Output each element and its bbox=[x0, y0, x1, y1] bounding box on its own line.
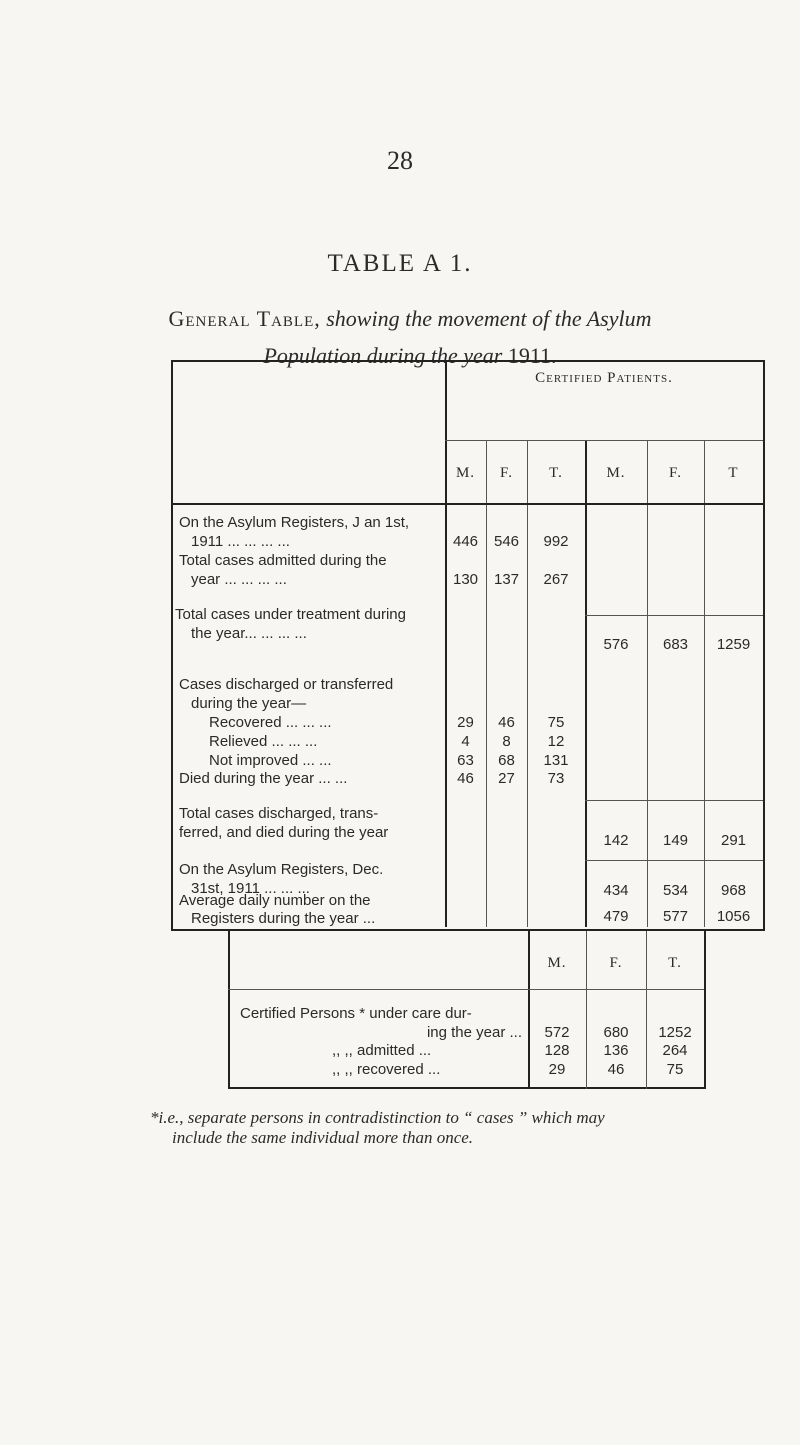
row-label: 31st, 1911 ... ... ... bbox=[191, 880, 310, 897]
row-label: during the year— bbox=[191, 695, 307, 712]
column-header-t-total: T bbox=[728, 465, 739, 481]
cell-value: 73 bbox=[547, 770, 565, 787]
row-label: year ... ... ... ... bbox=[191, 571, 287, 588]
row-label: Certified Persons * under care dur- bbox=[240, 1005, 472, 1022]
row-label: On the Asylum Registers, Dec. bbox=[179, 861, 384, 878]
group-header: Certified Patients. bbox=[535, 370, 673, 386]
page-number: 28 bbox=[387, 146, 413, 175]
cell-value: 680 bbox=[603, 1024, 629, 1041]
column-header-f: F. bbox=[500, 465, 513, 481]
cell-value: 8 bbox=[502, 733, 511, 750]
row-label: ferred, and died during the year bbox=[179, 824, 389, 841]
col-divider bbox=[704, 440, 705, 927]
row-divider bbox=[585, 860, 763, 861]
row-label: Registers during the year ... bbox=[191, 910, 376, 927]
col-divider bbox=[486, 440, 487, 927]
cell-value: 546 bbox=[493, 533, 520, 550]
column-header-t: T. bbox=[549, 465, 563, 481]
cell-value: 572 bbox=[544, 1024, 570, 1041]
column-header-m: M. bbox=[455, 465, 476, 481]
cell-value: 992 bbox=[543, 533, 569, 550]
row-label: On the Asylum Registers, J an 1st, bbox=[179, 514, 410, 531]
row-label: Total cases under treatment during bbox=[175, 606, 406, 623]
total-value: 479 bbox=[603, 908, 629, 925]
total-value: 683 bbox=[662, 636, 689, 653]
sub-column-header-m: M. bbox=[547, 955, 567, 971]
row-label: 1911 ... ... ... ... bbox=[191, 533, 290, 550]
row-label: ing the year ... bbox=[426, 1024, 522, 1041]
footnote bbox=[150, 1108, 750, 1148]
footnote-line: *i.e., separate persons in contradistinction to “ cases ” which may bbox=[150, 1108, 605, 1127]
column-header-m-total: M. bbox=[606, 465, 626, 481]
cell-value: 75 bbox=[666, 1061, 684, 1078]
cell-value: 130 bbox=[452, 571, 479, 588]
cell-value: 128 bbox=[544, 1042, 570, 1059]
header-divider bbox=[445, 440, 763, 441]
subtitle-line2: Population during the year bbox=[263, 343, 503, 368]
total-value: 968 bbox=[720, 882, 747, 899]
footnote-line: include the same individual more than once. bbox=[172, 1128, 474, 1147]
cell-value: 1252 bbox=[658, 1024, 692, 1041]
sub-column-header-t: T. bbox=[668, 955, 682, 971]
row-label: ,, ,, admitted ... bbox=[332, 1042, 432, 1059]
label-divider bbox=[445, 360, 447, 927]
row-label: Relieved ... ... ... bbox=[209, 733, 318, 750]
total-value: 577 bbox=[662, 908, 689, 925]
cell-value: 12 bbox=[547, 733, 565, 750]
col-divider bbox=[527, 440, 528, 927]
header-bottom-rule bbox=[171, 503, 763, 505]
row-label: Total cases discharged, trans- bbox=[179, 805, 379, 822]
cell-value: 46 bbox=[607, 1061, 625, 1078]
cell-value: 68 bbox=[498, 752, 515, 769]
total-value: 1056 bbox=[716, 908, 751, 925]
row-label: Total cases admitted during the bbox=[179, 552, 387, 569]
total-value: 1259 bbox=[716, 636, 751, 653]
main-table bbox=[171, 360, 765, 931]
header-divider bbox=[228, 989, 704, 990]
total-value: 434 bbox=[603, 882, 629, 899]
subtitle-year: 1911. bbox=[507, 343, 557, 368]
column-header-f-total: F. bbox=[669, 465, 682, 481]
cell-value: 46 bbox=[498, 714, 515, 731]
cell-value: 27 bbox=[498, 770, 515, 787]
total-value: 149 bbox=[662, 832, 689, 849]
row-label: ,, ,, recovered ... bbox=[332, 1061, 441, 1078]
row-divider bbox=[585, 615, 763, 616]
total-value: 291 bbox=[720, 832, 747, 849]
col-divider bbox=[585, 440, 587, 927]
row-label: Cases discharged or transferred bbox=[179, 676, 394, 693]
sub-column-header-f: F. bbox=[609, 955, 623, 971]
cell-value: 63 bbox=[457, 752, 474, 769]
cell-value: 137 bbox=[493, 571, 520, 588]
total-value: 142 bbox=[603, 832, 629, 849]
cell-value: 446 bbox=[452, 533, 479, 550]
cell-value: 29 bbox=[548, 1061, 566, 1078]
subtitle-line1: showing the movement of the Asylum bbox=[326, 306, 652, 331]
row-label: the year... ... ... ... bbox=[191, 625, 307, 642]
cell-value: 136 bbox=[603, 1042, 629, 1059]
total-value: 576 bbox=[603, 636, 629, 653]
subtitle-lead: General Table, bbox=[168, 306, 321, 331]
col-divider bbox=[647, 440, 648, 927]
cell-value: 75 bbox=[547, 714, 565, 731]
cell-value: 267 bbox=[543, 571, 569, 588]
cell-value: 131 bbox=[543, 752, 569, 769]
row-divider bbox=[585, 800, 763, 801]
cell-value: 264 bbox=[662, 1042, 688, 1059]
cell-value: 4 bbox=[461, 733, 470, 750]
row-label: Average daily number on the bbox=[179, 892, 371, 909]
cell-value: 46 bbox=[457, 770, 474, 787]
row-label: Not improved ... ... bbox=[209, 752, 332, 769]
table-title: TABLE A 1. bbox=[327, 250, 473, 277]
total-value: 534 bbox=[662, 882, 689, 899]
cell-value: 29 bbox=[457, 714, 474, 731]
row-label: Died during the year ... ... bbox=[179, 770, 348, 787]
row-label: Recovered ... ... ... bbox=[209, 714, 332, 731]
sub-table bbox=[228, 931, 706, 1091]
